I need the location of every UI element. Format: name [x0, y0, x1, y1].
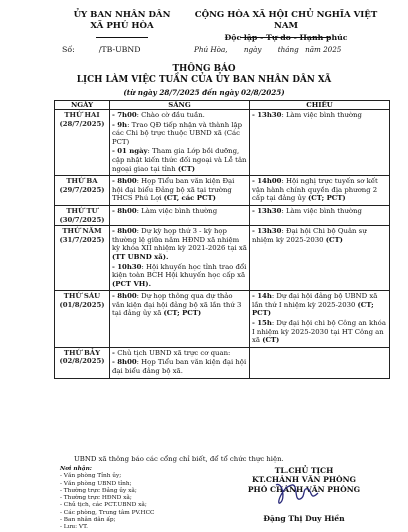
morning-entry-text: Chủ tịch UBND xã trực cơ quan: — [117, 348, 231, 357]
morning-entry — [112, 177, 247, 203]
recipient-item: - Văn phòng UBND tỉnh; — [60, 480, 132, 487]
afternoon-entry — [252, 207, 387, 216]
day-name: THỨ SÁU — [63, 292, 101, 301]
morning-entry-text: : Tham gia Lớp bồi dưỡng, cập nhật kiến thức đối ngoại và Lễ tân ngoại giao tại tỉnh — [112, 147, 247, 173]
morning-entry-time: - 8h00 — [112, 292, 137, 301]
recipient-item: - Văn phòng Tỉnh ủy; — [60, 473, 122, 480]
recipient-item: - Ban nhân dân ấp; — [60, 517, 116, 524]
day-date: (31/7/2025) — [59, 235, 105, 244]
recipient-items — [60, 473, 210, 531]
signature-authority-2: KT.CHÁNH VĂN PHÒNG — [251, 475, 357, 485]
recipient-item: - Thường trực Đảng ủy xã; — [60, 487, 137, 494]
nation-name: CỘNG HÒA XÃ HỘI CHỦ NGHĨA VIỆT NAM — [194, 10, 378, 31]
afternoon-entry-text: : Đại hội Chi bộ Quân sự nhiệm kỳ 2025-2030 — [252, 227, 367, 244]
morning-entry-time: - 7h00 — [112, 111, 137, 119]
morning-entry-text: : Họp Tiểu ban văn kiện đại hội đại biểu đảng bộ xã. — [112, 358, 247, 376]
morning-entry — [112, 263, 247, 289]
day-cell — [55, 110, 110, 176]
notice-title: THÔNG BÁO — [172, 64, 236, 74]
table-header-row — [55, 101, 390, 110]
signature-authority-3: PHÓ CHÁNH VĂN PHÒNG — [247, 484, 361, 494]
morning-cell — [110, 176, 250, 206]
day-date: (02/8/2025) — [59, 357, 105, 366]
afternoon-entry-time: - 13h30 — [252, 111, 282, 119]
afternoon-cell — [250, 176, 390, 206]
morning-entry — [112, 227, 247, 261]
notice-date-range: (từ ngày 28/7/2025 đến ngày 02/8/2025) — [123, 88, 285, 97]
date-place: Phú Hòa, — [194, 45, 228, 54]
morning-entry — [112, 349, 247, 358]
day-name: THỨ TƯ — [66, 206, 98, 215]
afternoon-entry-text: : Dự đại hội chi bộ Công an khóa I nhiệm kỳ 2025-2030 tại HT Công an xã — [252, 319, 386, 345]
day-date: (01/8/2025) — [59, 300, 105, 309]
date-month: tháng — [277, 45, 299, 54]
notice-subtitle: LỊCH LÀM VIỆC TUẦN CỦA ỦY BAN NHÂN DÂN XÃ — [76, 75, 332, 85]
recipient-item: - Thường trực HĐND xã; — [60, 495, 132, 502]
day-cell — [55, 205, 110, 225]
afternoon-entry-time: - 14h00 — [252, 177, 282, 186]
document-number — [62, 45, 140, 54]
afternoon-cell — [250, 226, 390, 291]
signer-name: Đặng Thị Duy Hiền — [263, 514, 345, 524]
recipient-item: - Lưu: VT. — [60, 524, 88, 531]
morning-entry-time: - 10h30 — [112, 262, 142, 271]
table-row — [55, 176, 390, 206]
morning-entry-time: - 8h00 — [112, 206, 137, 215]
issuing-agency — [62, 10, 182, 32]
handwritten-signature-icon — [272, 479, 324, 507]
afternoon-entry-text: : Hội nghị trực tuyến sơ kết vận hành chính quyền địa phương 2 cấp tại đảng ủy — [252, 177, 378, 203]
morning-entry-participants: (PCT VH). — [112, 279, 151, 288]
afternoon-entry — [252, 319, 387, 345]
afternoon-entry — [252, 177, 387, 203]
recipients-heading: Nơi nhận: — [60, 466, 92, 472]
afternoon-entry-participants: (CT; PCT) — [252, 300, 374, 318]
afternoon-entry-text: : Làm việc bình thường — [281, 111, 362, 119]
national-header — [186, 10, 386, 43]
day-date: (29/7/2025) — [59, 185, 105, 194]
recipient-item: - Các phòng, Trung tâm PV.HCC — [60, 509, 155, 516]
morning-entry — [112, 292, 247, 318]
morning-entry-text: : Dự kỳ họp thứ 3 - kỳ họp thường lệ giữa năm HĐND xã nhiệm kỳ khóa XII nhiệm kỳ 2021-2026 tại xã — [112, 227, 247, 253]
morning-cell — [110, 205, 250, 225]
afternoon-cell — [250, 291, 390, 348]
morning-entry — [112, 207, 247, 216]
motto-underline — [240, 37, 330, 38]
morning-entry-time: - — [112, 348, 118, 357]
column-header-day: NGÀY — [55, 101, 110, 110]
afternoon-entry-time: - 14h — [252, 292, 272, 301]
schedule-body — [55, 110, 390, 379]
afternoon-entry — [252, 227, 387, 244]
afternoon-entry — [252, 111, 387, 120]
column-header-afternoon: CHIỀU — [250, 101, 390, 110]
morning-entry — [112, 358, 247, 375]
agency-underline — [96, 37, 148, 38]
afternoon-entry — [252, 292, 387, 318]
morning-entry-participants: (CT, các PCT) — [163, 194, 216, 203]
table-row — [55, 347, 390, 378]
table-row — [55, 226, 390, 291]
morning-cell — [110, 110, 250, 176]
afternoon-entry-time: - 13h30 — [252, 227, 282, 236]
morning-entry-text: : Làm việc bình thường — [136, 206, 218, 215]
date-day: ngày — [243, 45, 262, 54]
morning-entry-text: : Chào cờ đầu tuần. — [136, 111, 205, 119]
date-year: năm 2025 — [305, 45, 342, 54]
doc-number-label: Số: — [62, 45, 75, 54]
closing-statement: UBND xã thông báo các cổng chỉ biết, để tổ chức thực hiện. — [74, 455, 284, 463]
afternoon-entry-time: - 13h30 — [252, 206, 282, 215]
issue-date — [194, 45, 341, 54]
afternoon-cell — [250, 347, 390, 378]
motto: Độc lập - Tự do - Hạnh phúc — [224, 33, 348, 42]
agency-line-1: ỦY BAN NHÂN DÂN — [73, 10, 171, 20]
morning-entry — [112, 147, 247, 173]
morning-entry-participants: (TT UBND xã). — [112, 252, 169, 261]
recipient-item: - Chủ tịch, các PCT.UBND xã; — [60, 502, 147, 509]
morning-entry-time: - 8h00 — [112, 177, 137, 186]
day-date: (30/7/2025) — [59, 215, 105, 224]
weekly-schedule-table — [54, 100, 390, 379]
day-cell — [55, 291, 110, 348]
afternoon-entry-time: - 15h — [252, 319, 272, 328]
day-name: THỨ BA — [66, 177, 98, 186]
morning-entry — [112, 111, 247, 120]
afternoon-entry-text: : Làm việc bình thường — [281, 206, 362, 215]
morning-entry-participants: (CT) — [177, 164, 196, 173]
table-row — [55, 110, 390, 176]
morning-entry-text: : Hội khuyến học tỉnh trao đổi kiện toàn BCH Hội khuyến học cấp xã — [112, 262, 247, 280]
morning-entry-time: - 01 ngày — [112, 147, 148, 156]
day-name: THỨ HAI — [64, 111, 100, 119]
signature-authority-1: TL.CHỦ TỊCH — [274, 466, 334, 475]
morning-entry-participants: (CT; PCT) — [163, 309, 202, 318]
recipients-list — [60, 466, 210, 532]
day-cell — [55, 347, 110, 378]
morning-entry-time: - 8h00 — [112, 227, 137, 236]
column-header-morning: SÁNG — [110, 101, 250, 110]
morning-cell — [110, 347, 250, 378]
table-row — [55, 205, 390, 225]
morning-cell — [110, 226, 250, 291]
morning-entry-text: : Dự họp thông qua dự thảo văn kiện đại hội đảng bộ xã lần thứ 3 tại đảng ủy xã — [112, 292, 242, 318]
afternoon-cell — [250, 110, 390, 176]
morning-entry — [112, 121, 247, 147]
day-name: THỨ NĂM — [62, 227, 102, 236]
day-date: (28/7/2025) — [59, 119, 105, 128]
morning-cell — [110, 291, 250, 348]
afternoon-entry-text: : Dự đại hội đảng bộ UBND xã lần thứ I nhiệm kỳ 2025-2030 — [252, 292, 378, 309]
doc-number-code: /TB-UBND — [98, 45, 141, 54]
morning-entry-text: : Trao QĐ tiếp nhận và thành lập các Chi bộ trực thuộc UBND xã (Các PCT) — [112, 120, 243, 146]
day-cell — [55, 176, 110, 206]
afternoon-entry-participants: (CT) — [325, 235, 343, 244]
table-row — [55, 291, 390, 348]
morning-entry-time: - 8h00 — [112, 358, 137, 367]
morning-entry-text: : Họp Tiểu ban văn kiện Đại hội đại biểu Đảng bộ xã tại trường THCS Phú Lợi — [112, 177, 235, 203]
agency-line-2: XÃ PHÚ HÒA — [90, 21, 154, 31]
afternoon-entry-participants: (CT; PCT) — [308, 194, 346, 203]
day-name: THỨ BẢY — [63, 348, 101, 357]
afternoon-entry-participants: (CT) — [262, 336, 280, 345]
afternoon-cell — [250, 205, 390, 225]
day-cell — [55, 226, 110, 291]
morning-entry-time: - 9h — [112, 120, 128, 129]
